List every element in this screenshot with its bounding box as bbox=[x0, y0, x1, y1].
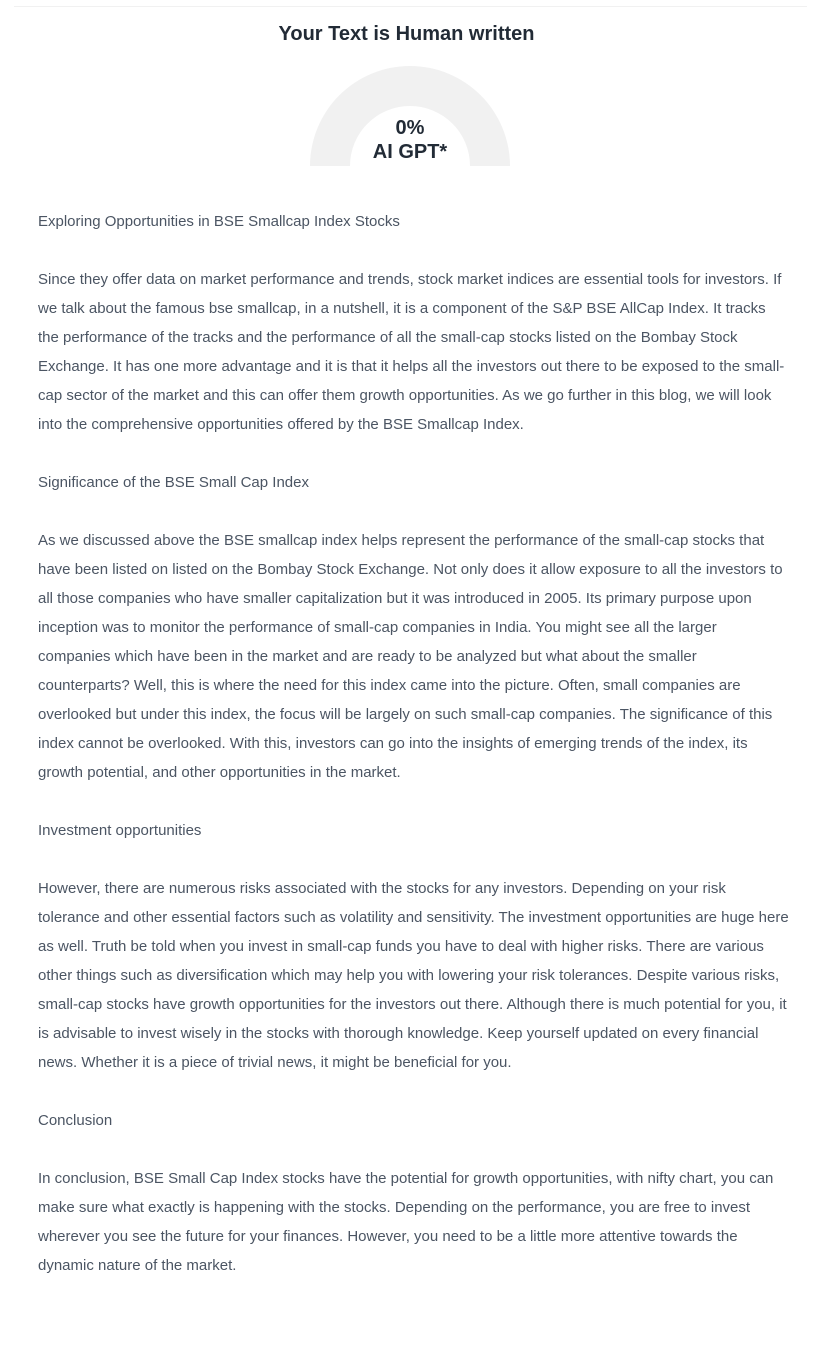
section-body-investment: However, there are numerous risks associated with the stocks for any investors. Depending on your risk tolerance and other essential factors such as volatility and sensitivity. The investment opportunities are huge here as well. Truth be told when you invest in small-cap funds you have to deal with higher risks. There are various other things such as diversification which may help you with lowering your risk tolerances. Despite various risks, small-cap stocks have growth opportunities for the investors out there. Although there is much potential for you, it is advisable to invest wisely in the stocks with thorough knowledge. Keep yourself updated on every financial news. Whether it is a piece of trivial news, it might be beneficial for you. bbox=[38, 880, 789, 1071]
section-heading-investment: Investment opportunities bbox=[38, 822, 202, 839]
section-body-significance: As we discussed above the BSE smallcap index helps represent the performance of the small-cap stocks that have been listed on listed on the Bombay Stock Exchange. Not only does it allow exposure to all the investors to all those companies who have smaller capitalization but it was introduced in 2005. Its primary purpose upon inception was to monitor the performance of small-cap companies in India. You might see all the larger companies which have been in the market and are ready to be analyzed but what about the smaller counterparts? Well, this is where the need for this index came into the picture. Often, small companies are overlooked but under this index, the focus will be largely on such small-cap companies. The significance of this index cannot be overlooked. With this, investors can go into the insights of emerging trends of the index, its growth potential, and other opportunities in the market. bbox=[38, 532, 783, 781]
section-heading-conclusion: Conclusion bbox=[38, 1112, 113, 1129]
gauge-caption: AI GPT* bbox=[372, 141, 448, 163]
result-title: Your Text is Human written bbox=[278, 23, 535, 45]
article-content bbox=[38, 207, 790, 1309]
section-body-conclusion: In conclusion, BSE Small Cap Index stocks have the potential for growth opportunities, with nifty chart, you can make sure what exactly is happening with the stocks. Depending on the performance, you are free to invest wherever you see the future for your finances. However, you need to be a little more attentive towards the dynamic nature of the market. bbox=[38, 1170, 774, 1274]
article-heading: Exploring Opportunities in BSE Smallcap Index Stocks bbox=[38, 213, 400, 230]
article-intro: Since they offer data on market performance and trends, stock market indices are essential tools for investors. If we talk about the famous bse smallcap, in a nutshell, it is a component of the S&P BSE AllCap Index. It tracks the performance of the tracks and the performance of all the small-cap stocks listed on the Bombay Stock Exchange. It has one more advantage and it is that it helps all the investors out there to be exposed to the small-cap sector of the market and this can offer them growth opportunities. As we go further in this blog, we will look into the comprehensive opportunities offered by the BSE Smallcap Index. bbox=[38, 271, 785, 433]
section-heading-significance: Significance of the BSE Small Cap Index bbox=[38, 474, 309, 491]
top-divider bbox=[14, 6, 807, 7]
ai-score-gauge bbox=[310, 66, 510, 166]
gauge-percent: 0% bbox=[395, 117, 425, 139]
